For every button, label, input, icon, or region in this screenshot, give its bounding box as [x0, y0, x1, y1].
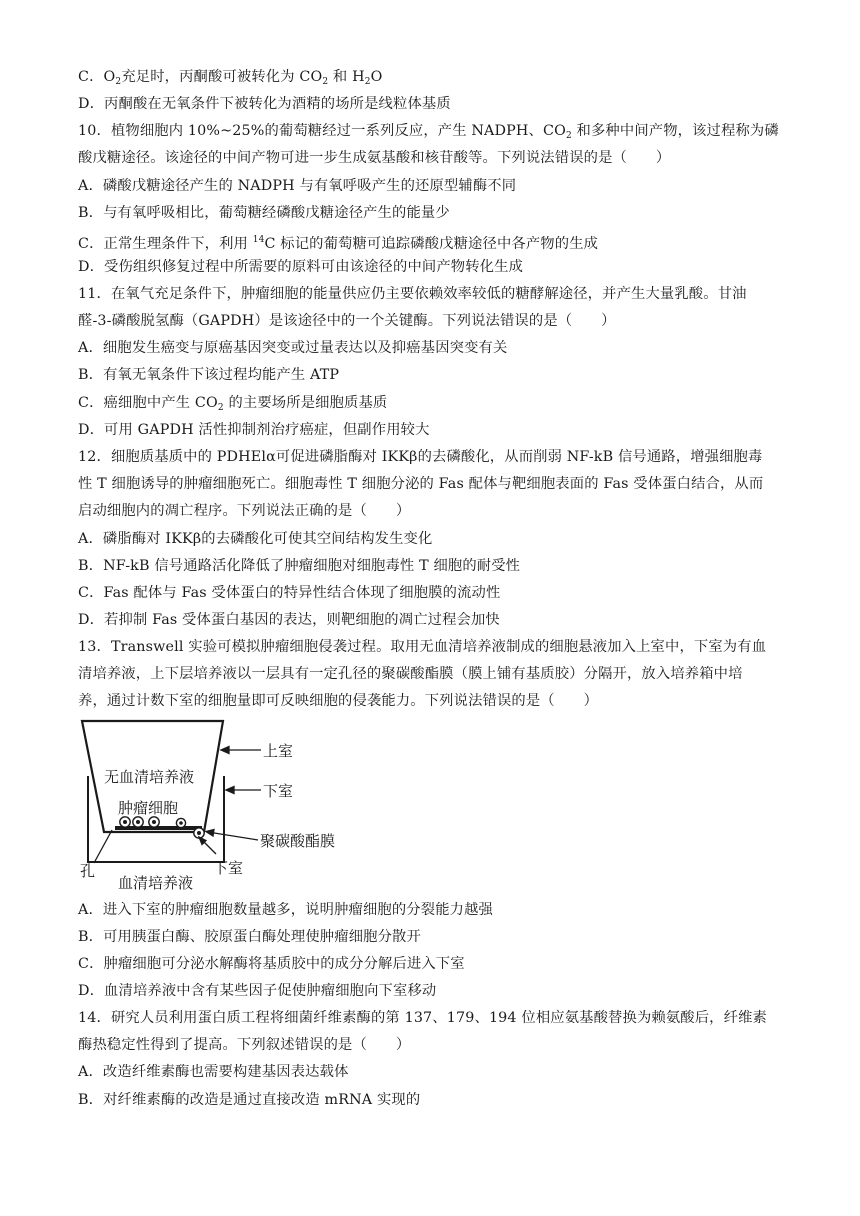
text-run: B．有氧无氧条件下该过程均能产生 ATP — [78, 367, 340, 383]
text-run: D．若抑制 Fas 受体蛋白基因的表达，则靶细胞的凋亡过程会加快 — [78, 612, 500, 628]
text-line — [78, 420, 790, 440]
text-line — [78, 338, 790, 358]
text-run: 充足时，丙酮酸可被转化为 CO — [121, 69, 323, 85]
text-run: 和 H — [328, 69, 365, 85]
lower-chamber-label-top: 下室 — [263, 782, 294, 800]
text-run: 和多种中间产物，该过程称为磷 — [571, 123, 779, 139]
text-run: D．血清培养液中含有某些因子促使肿瘤细胞向下室移动 — [78, 983, 437, 999]
subscript: 2 — [364, 77, 371, 87]
text-line — [78, 1090, 790, 1110]
text-run: A．改造纤维素酶也需要构建基因表达载体 — [78, 1064, 349, 1080]
text-line — [78, 311, 790, 331]
transwell-diagram — [78, 716, 348, 896]
text-line — [78, 176, 790, 196]
text-line — [78, 284, 790, 304]
text-run: 醛-3-磷酸脱氢酶（GAPDH）是该途径中的一个关键酶。下列说法错误的是（ ） — [78, 313, 616, 329]
text-line — [78, 583, 790, 603]
text-run: A．磷脂酶对 IKKβ的去磷酸化可使其空间结构发生变化 — [78, 531, 433, 547]
text-run: C．癌细胞中产生 CO — [78, 395, 218, 411]
subscript: 2 — [115, 77, 122, 87]
text-line — [78, 67, 790, 92]
text-line — [78, 121, 790, 146]
text-run: C．正常生理条件下，利用 — [78, 236, 253, 252]
text-run: D．受伤组织修复过程中所需要的原料可由该途径的中间产物转化生成 — [78, 259, 524, 275]
text-line — [78, 230, 790, 254]
text-line — [78, 637, 790, 657]
text-run: B．对纤维素酶的改造是通过直接改造 mRNA 实现的 — [78, 1092, 421, 1108]
membrane-label: 聚碳酸酯膜 — [260, 832, 336, 850]
text-line — [78, 501, 790, 521]
text-run: 10．植物细胞内 10%~25%的葡萄糖经过一系列反应，产生 NADPH、CO — [78, 123, 566, 139]
text-line — [78, 203, 790, 223]
text-run: A．进入下室的肿瘤细胞数量越多，说明肿瘤细胞的分裂能力越强 — [78, 902, 493, 918]
text-run: 清培养液，上下层培养液以一层具有一定孔径的聚碳酸酯膜（膜上铺有基质胶）分隔开，放入培养箱中培 — [78, 666, 743, 682]
text-run: 11．在氧气充足条件下，肿瘤细胞的能量供应仍主要依赖效率较低的糖酵解途径，并产生大量乳酸。甘油 — [78, 286, 747, 302]
text-run: C．O — [78, 69, 116, 85]
serum-free-label: 无血清培养液 — [104, 768, 195, 786]
text-line — [78, 365, 790, 385]
text-line — [78, 556, 790, 576]
text-line — [78, 1035, 790, 1055]
text-run: 养，通过计数下室的细胞量即可反映细胞的侵袭能力。下列说法错误的是（ ） — [78, 693, 599, 709]
text-line — [78, 664, 790, 684]
text-line — [78, 900, 790, 920]
text-run: B．与有氧呼吸相比，葡萄糖经磷酸戊糖途径产生的能量少 — [78, 205, 450, 221]
subscript: 2 — [565, 131, 572, 141]
text-line — [78, 447, 790, 467]
text-line — [78, 691, 790, 711]
tumor-cells-label: 肿瘤细胞 — [118, 799, 179, 817]
text-run: B．可用胰蛋白酶、胶原蛋白酶处理使肿瘤细胞分散开 — [78, 929, 421, 945]
text-run: 酸戊糖途径。该途径的中间产物可进一步生成氨基酸和核苷酸等。下列说法错误的是（ ） — [78, 150, 671, 166]
text-run: 酶热稳定性得到了提高。下列叙述错误的是（ ） — [78, 1037, 411, 1053]
text-line — [78, 257, 790, 277]
text-run: A．细胞发生癌变与原癌基因突变或过量表达以及抑癌基因突变有关 — [78, 340, 508, 356]
text-line — [78, 927, 790, 947]
text-line — [78, 1008, 790, 1028]
text-run: 性 T 细胞诱导的肿瘤细胞死亡。细胞毒性 T 细胞分泌的 Fas 配体与靶细胞表面的 Fas 受体蛋白结合，从而 — [78, 476, 764, 492]
upper-chamber-label: 上室 — [263, 742, 294, 760]
text-line — [78, 529, 790, 549]
lower-chamber-label-bottom: 下室 — [213, 859, 244, 877]
text-run: C 标记的葡萄糖可追踪磷酸戊糖途径中各产物的生成 — [264, 236, 599, 252]
text-run: O — [370, 69, 383, 85]
text-run: C．Fas 配体与 Fas 受体蛋白的特异性结合体现了细胞膜的流动性 — [78, 585, 501, 601]
text-run: B．NF-kB 信号通路活化降低了肿瘤细胞对细胞毒性 T 细胞的耐受性 — [78, 558, 521, 574]
text-line — [78, 148, 790, 168]
serum-medium-label: 血清培养液 — [118, 874, 194, 892]
text-run: 13．Transwell 实验可模拟肿瘤细胞侵袭过程。取用无血清培养液制成的细胞悬液加入上室中，下室为有血 — [78, 639, 767, 655]
superscript: 14 — [252, 235, 265, 245]
text-line — [78, 981, 790, 1001]
text-run: 的主要场所是细胞质基质 — [223, 395, 388, 411]
transwell-diagram-svg — [78, 716, 348, 896]
text-run: 启动细胞内的凋亡程序。下列说法正确的是（ ） — [78, 503, 411, 519]
subscript: 2 — [217, 403, 224, 413]
text-run: A．磷酸戊糖途径产生的 NADPH 与有氧呼吸产生的还原型辅酶不同 — [78, 178, 517, 194]
text-line — [78, 1062, 790, 1082]
text-line — [78, 474, 790, 494]
text-line — [78, 954, 790, 974]
text-run: 12．细胞质基质中的 PDHElα可促进磷脂酶对 IKKβ的去磷酸化，从而削弱 NF-kB 信号通路，增强细胞毒 — [78, 449, 763, 465]
text-line — [78, 94, 790, 114]
subscript: 2 — [322, 77, 329, 87]
text-line — [78, 393, 790, 418]
text-run: C．肿瘤细胞可分泌水解酶将基质胶中的成分分解后进入下室 — [78, 956, 465, 972]
pore-label: 孔 — [80, 862, 96, 880]
text-line — [78, 610, 790, 630]
text-run: 14．研究人员利用蛋白质工程将细菌纤维素酶的第 137、179、194 位相应氨基酸替换为赖氨酸后，纤维素 — [78, 1010, 767, 1026]
text-run: D．可用 GAPDH 活性抑制剂治疗癌症，但副作用较大 — [78, 422, 430, 438]
text-run: D．丙酮酸在无氧条件下被转化为酒精的场所是线粒体基质 — [78, 96, 451, 112]
